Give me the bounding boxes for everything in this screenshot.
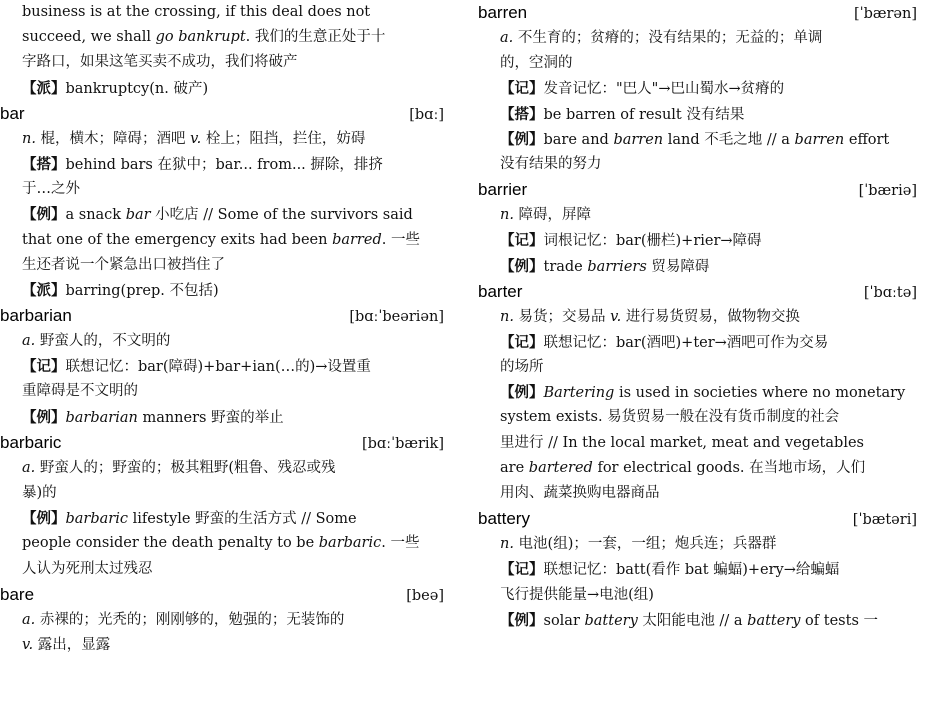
tag-memory: 【记】 xyxy=(22,358,66,376)
entry-line: n. 障碍，屏障 xyxy=(500,207,592,224)
tag-example: 【例】 xyxy=(500,257,544,275)
phonetic: [ˈbæriə] xyxy=(858,183,917,200)
tag-memory: 【记】 xyxy=(500,232,544,250)
tag-derivative: 【派】 xyxy=(22,281,66,299)
entry-barter xyxy=(478,279,925,507)
entry-bare xyxy=(0,582,452,658)
entry-line: 【例】bare and barren land 不毛之地 // a barren effort xyxy=(500,130,890,148)
entry-line: 【例】trade barriers 贸易障碍 xyxy=(500,257,710,275)
entry-line: a. 野蛮人的；野蛮的；极其粗野(粗鲁、残忍或残 xyxy=(22,459,336,476)
phonetic: [bɑːˈbeəriən] xyxy=(349,309,444,326)
entry-line: 飞行提供能量→电池(组) xyxy=(500,586,654,603)
entry-line: that one of the emergency exits had been barred. 一些 xyxy=(22,231,420,248)
entry-line: a. 野蛮人的，不文明的 xyxy=(22,333,171,350)
entry-line: are bartered for electrical goods. 在当地市场，人们 xyxy=(500,459,866,476)
entry-line: n. 棍，横木；障碍；酒吧 v. 栓上；阻挡，拦住，妨碍 xyxy=(22,130,366,147)
entry-barbarian xyxy=(0,303,452,430)
headword: bar xyxy=(0,103,25,123)
phonetic: [bɑː] xyxy=(409,106,444,123)
entry-line: 【例】a snack bar 小吃店 // Some of the survivors said xyxy=(22,206,413,224)
headword-row xyxy=(0,303,452,329)
tag-derivative: 【派】 xyxy=(22,79,66,97)
entry-line: v. 露出，显露 xyxy=(22,636,111,653)
entry-line: 【搭】be barren of result 没有结果 xyxy=(500,105,745,123)
tag-example: 【例】 xyxy=(500,611,544,629)
tag-memory: 【记】 xyxy=(500,561,544,579)
entry-line: 里进行 // In the local market, meat and vegetables xyxy=(500,434,864,451)
tag-collocation: 【搭】 xyxy=(500,105,544,123)
headword: battery xyxy=(478,509,530,529)
tag-memory: 【记】 xyxy=(500,333,544,351)
entry-line: succeed, we shall go bankrupt. 我们的生意正处于十 xyxy=(22,29,386,46)
phonetic: [bɑːˈbærik] xyxy=(361,435,444,452)
entry-line: 【派】barring(prep. 不包括) xyxy=(22,281,219,299)
entry-line: 【记】词根记忆：bar(栅栏)+rier→障碍 xyxy=(500,232,762,250)
tag-example: 【例】 xyxy=(22,408,66,426)
entry-line: 【例】barbarian manners 野蛮的举止 xyxy=(22,408,284,426)
entry-line: 【记】联想记忆：batt(看作 bat 蝙蝠)+ery→给蝙蝠 xyxy=(500,561,840,579)
entry-line: 于…之外 xyxy=(22,181,80,198)
headword-row xyxy=(0,582,452,608)
tag-example: 【例】 xyxy=(22,206,66,224)
entry-line: 【派】bankruptcy(n. 破产) xyxy=(22,79,209,97)
tag-example: 【例】 xyxy=(500,130,544,148)
entry-line: 字路口，如果这笔买卖不成功，我们将破产 xyxy=(22,54,298,71)
entry-line: 暴)的 xyxy=(22,485,57,501)
entry-line: 【例】solar battery 太阳能电池 // a battery of tests 一 xyxy=(500,611,878,629)
entry-line: business is at the crossing, if this deal does not xyxy=(22,4,371,20)
entry-line: n. 易货；交易品 v. 进行易货贸易，做物物交换 xyxy=(500,308,800,325)
headword-row xyxy=(478,177,925,203)
entry-line: 生还者说一个紧急出口被挡住了 xyxy=(22,256,225,273)
headword-row xyxy=(478,0,925,26)
entry-line: 用肉、蔬菜换购电器商品 xyxy=(500,485,660,501)
headword: barrier xyxy=(478,180,528,200)
left-column xyxy=(0,0,452,658)
phonetic: [ˈbætəri] xyxy=(852,512,917,529)
entry-battery xyxy=(478,506,925,633)
entry-line: n. 电池(组)；一套，一组；炮兵连；兵器群 xyxy=(500,536,777,553)
tag-collocation: 【搭】 xyxy=(22,155,66,173)
tag-example: 【例】 xyxy=(22,510,66,528)
headword-row xyxy=(478,279,925,305)
headword: barbarian xyxy=(0,306,72,326)
entry-line: a. 不生育的；贫瘠的；没有结果的；无益的；单调 xyxy=(500,30,823,46)
headword-row xyxy=(0,101,452,127)
entry-line: 【例】Bartering is used in societies where no monetary xyxy=(500,384,906,402)
entry-line: 没有结果的努力 xyxy=(500,155,602,172)
entry-line: a. 赤裸的；光秃的；刚刚够的，勉强的；无装饰的 xyxy=(22,611,345,628)
entry-continuation xyxy=(0,0,452,101)
entry-line: 的场所 xyxy=(500,359,544,376)
entry-line: 【记】发音记忆："巴人"→巴山蜀水→贫瘠的 xyxy=(500,80,785,98)
headword: barter xyxy=(478,281,523,301)
headword: bare xyxy=(0,584,35,604)
tag-memory: 【记】 xyxy=(500,80,544,98)
entry-line: 【记】联想记忆：bar(障碍)+bar+ian(…的)→设置重 xyxy=(22,358,371,376)
entry-line: 【例】barbaric lifestyle 野蛮的生活方式 // Some xyxy=(22,510,357,528)
entry-line: 重障碍是不文明的 xyxy=(22,383,138,400)
entry-line: 【搭】behind bars 在狱中；bar... from... 摒除，排挤 xyxy=(22,155,383,173)
headword-row xyxy=(478,506,925,532)
entry-barbaric xyxy=(0,430,452,582)
entry-line: 的，空洞的 xyxy=(500,55,573,72)
headword: barren xyxy=(478,3,528,22)
entry-line: people consider the death penalty to be barbaric. 一些 xyxy=(22,535,420,552)
entry-barrier xyxy=(478,177,925,279)
entry-barren xyxy=(478,0,925,177)
phonetic: [ˈbærən] xyxy=(853,6,917,22)
headword: barbaric xyxy=(0,432,62,452)
right-column xyxy=(478,0,925,633)
tag-example: 【例】 xyxy=(500,384,544,402)
headword-row xyxy=(0,430,452,456)
entry-line: 人认为死刑太过残忍 xyxy=(22,560,153,577)
entry-bar xyxy=(0,101,452,303)
phonetic: [beə] xyxy=(406,587,444,604)
phonetic: [ˈbɑːtə] xyxy=(863,284,917,301)
entry-line: 【记】联想记忆：bar(酒吧)+ter→酒吧可作为交易 xyxy=(500,333,829,351)
entry-line: system exists. 易货贸易一般在没有货币制度的社会 xyxy=(500,409,840,426)
